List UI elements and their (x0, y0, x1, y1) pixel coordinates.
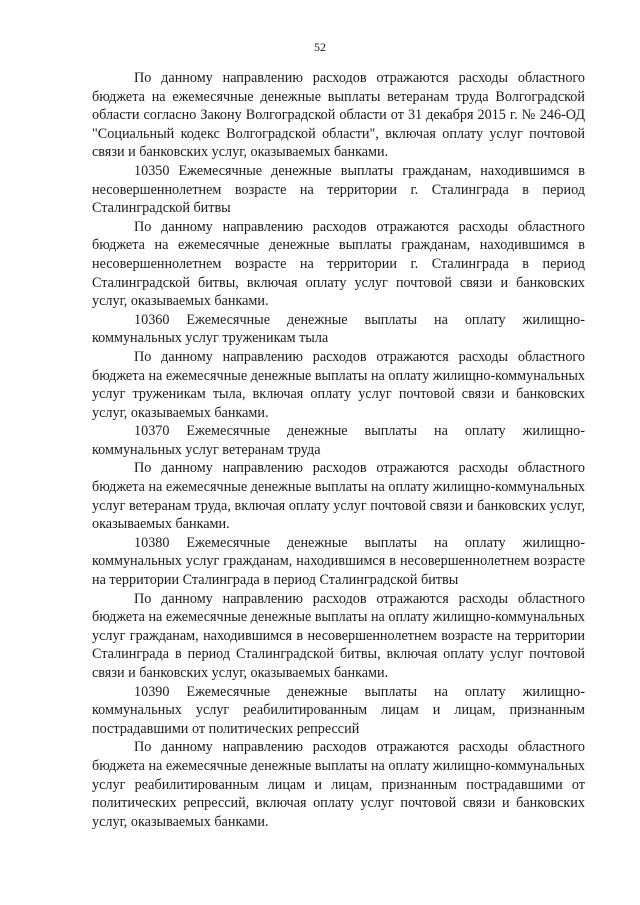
paragraph-description: По данному направлению расходов отражаются расходы областного бюджета на ежемесячные денежные выплаты на оплату жилищно-коммунальных услуг реабилитированным лицам и лицам, признанным пострадавшими от политических репрессий, включая оплату услуг почтовой связи и банковских услуг, оказываемых банками. (92, 739, 585, 830)
paragraph-description: По данному направлению расходов отражаются расходы областного бюджета на ежемесячные денежные выплаты на оплату жилищно-коммунальных услуг труженикам тыла, включая оплату услуг почтовой связи и банковских услуг, оказываемых банками. (92, 348, 585, 421)
document-body (92, 69, 585, 831)
paragraph-description: По данному направлению расходов отражаются расходы областного бюджета на ежемесячные денежные выплаты на оплату жилищно-коммунальных услуг гражданам, находившимся в несовершеннолетнем возрасте на территории Сталинграда в период Сталинградской битвы, включая оплату услуг почтовой связи и банковских услуг, оказываемых банками. (92, 590, 585, 681)
paragraph-code-heading: 10360 Ежемесячные денежные выплаты на оплату жилищно-коммунальных услуг труженикам тыла (92, 311, 585, 347)
page-number: 52 (314, 40, 326, 54)
paragraph-code-heading: 10390 Ежемесячные денежные выплаты на оплату жилищно-коммунальных услуг реабилитированным лицам и лицам, признанным пострадавшими от политических репрессий (92, 683, 585, 737)
paragraph-description: По данному направлению расходов отражаются расходы областного бюджета на ежемесячные денежные выплаты гражданам, находившимся в несовершеннолетнем возрасте на территории г. Сталинграда в период Сталинградской битвы, включая оплату услуг почтовой связи и банковских услуг, оказываемых банками. (92, 218, 585, 310)
paragraph-code-heading: 10380 Ежемесячные денежные выплаты на оплату жилищно-коммунальных услуг гражданам, находившимся в несовершеннолетнем возрасте на территории Сталинграда в период Сталинградской битвы (92, 534, 585, 589)
paragraph-description: По данному направлению расходов отражаются расходы областного бюджета на ежемесячные денежные выплаты ветеранам труда Волгоградской области согласно Закону Волгоградской области от 31 декабря 2015 г. № 246-ОД "Социальный кодекс Волгоградской области", включая оплату услуг почтовой связи и банковских услуг, оказываемых банками. (92, 70, 585, 161)
paragraph-code-heading: 10350 Ежемесячные денежные выплаты гражданам, находившимся в несовершеннолетнем возрасте на территории г. Сталинграда в период Сталинградской битвы (92, 162, 585, 217)
paragraph-description: По данному направлению расходов отражаются расходы областного бюджета на ежемесячные денежные выплаты на оплату жилищно-коммунальных услуг ветеранам труда, включая оплату услуг почтовой связи и банковских услуг, оказываемых банками. (92, 460, 585, 533)
paragraph-code-heading: 10370 Ежемесячные денежные выплаты на оплату жилищно-коммунальных услуг ветеранам труда (92, 423, 585, 458)
